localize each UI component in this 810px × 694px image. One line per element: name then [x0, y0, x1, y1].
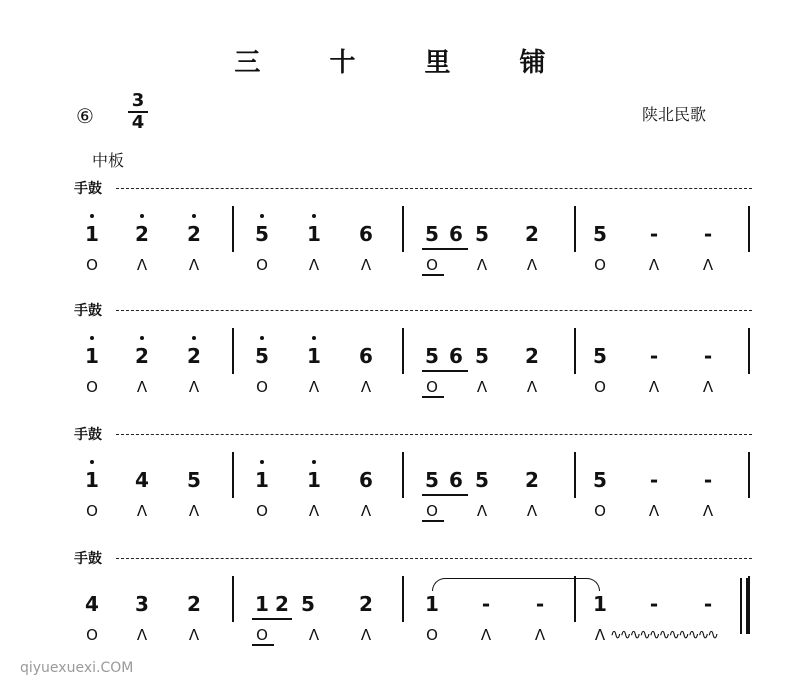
stroke-symbol: Λ	[526, 256, 538, 274]
row-label: 手鼓	[74, 427, 102, 443]
dashed-line	[116, 310, 752, 311]
note: 1	[593, 592, 607, 616]
note: 1	[425, 592, 439, 616]
stroke-symbol: O	[426, 378, 438, 396]
note: 5	[425, 468, 439, 492]
row-label: 手鼓	[74, 551, 102, 567]
time-top: 3	[131, 90, 145, 111]
note: 1	[85, 344, 99, 368]
stroke-symbol: Λ	[534, 626, 546, 644]
stroke-symbol: Λ	[188, 626, 200, 644]
octave-dot	[260, 336, 264, 340]
note: 2	[525, 344, 539, 368]
bar-line	[574, 328, 576, 374]
note: 5	[475, 344, 489, 368]
stroke-symbol: Λ	[308, 378, 320, 396]
stroke-symbol: Λ	[526, 502, 538, 520]
bar-line	[232, 452, 234, 498]
note: -	[649, 344, 659, 368]
time-signature	[128, 92, 148, 132]
watermark: qiyuexuexi.COM	[20, 660, 134, 676]
note: 5	[255, 222, 269, 246]
note: 6	[449, 468, 463, 492]
octave-dot	[192, 336, 196, 340]
stroke-symbol: O	[256, 502, 268, 520]
note: 4	[85, 592, 99, 616]
stroke-symbol: Λ	[360, 502, 372, 520]
stroke-symbol: Λ	[360, 256, 372, 274]
bar-line	[402, 452, 404, 498]
note: 1	[255, 468, 269, 492]
symbol-beam	[422, 274, 444, 276]
dashed-line	[116, 434, 752, 435]
stroke-symbol: O	[594, 256, 606, 274]
stroke-symbol: Λ	[476, 256, 488, 274]
bar-line	[232, 328, 234, 374]
stroke-symbol: Λ	[648, 378, 660, 396]
note: 1	[307, 222, 321, 246]
stroke-symbol: Λ	[136, 626, 148, 644]
note: -	[649, 222, 659, 246]
note: 2	[135, 344, 149, 368]
stroke-symbol: O	[86, 256, 98, 274]
origin-label: 陕北民歌	[642, 105, 707, 124]
octave-dot	[90, 214, 94, 218]
note: 5	[187, 468, 201, 492]
stroke-symbol: O	[426, 626, 438, 644]
stroke-symbol: Λ	[188, 502, 200, 520]
note: 1	[85, 468, 99, 492]
bar-line	[402, 206, 404, 252]
stroke-symbol: O	[86, 378, 98, 396]
symbol-beam	[422, 396, 444, 398]
stroke-symbol: Λ	[476, 502, 488, 520]
note: 5	[425, 222, 439, 246]
note: 6	[359, 222, 373, 246]
note: 2	[135, 222, 149, 246]
note: 2	[275, 592, 289, 616]
time-bottom: 4	[131, 112, 145, 133]
note: 2	[525, 222, 539, 246]
stroke-symbol: O	[594, 378, 606, 396]
beam	[422, 494, 468, 496]
note: 4	[135, 468, 149, 492]
octave-dot	[312, 460, 316, 464]
note: 6	[359, 344, 373, 368]
note: 5	[593, 468, 607, 492]
stroke-symbol: Λ	[188, 256, 200, 274]
stroke-symbol: O	[426, 256, 438, 274]
note: 3	[135, 592, 149, 616]
note: -	[703, 344, 713, 368]
stroke-symbol: Λ	[648, 256, 660, 274]
octave-dot	[90, 336, 94, 340]
beam	[422, 370, 468, 372]
note: 2	[525, 468, 539, 492]
note: -	[703, 592, 713, 616]
dashed-line	[116, 558, 752, 559]
row-label: 手鼓	[74, 303, 102, 319]
note: 5	[593, 344, 607, 368]
note: -	[481, 592, 491, 616]
note: -	[649, 468, 659, 492]
octave-dot	[90, 460, 94, 464]
note: 5	[301, 592, 315, 616]
note: 1	[255, 592, 269, 616]
stroke-symbol: Λ	[308, 626, 320, 644]
stroke-symbol: Λ	[308, 256, 320, 274]
stroke-symbol: Λ	[594, 626, 606, 644]
octave-dot	[140, 336, 144, 340]
note: 6	[359, 468, 373, 492]
dashed-line	[116, 188, 752, 189]
stroke-symbol: Λ	[360, 378, 372, 396]
final-bar-thick	[746, 578, 750, 634]
note: -	[649, 592, 659, 616]
bar-line	[574, 206, 576, 252]
note: 2	[359, 592, 373, 616]
bar-line	[574, 452, 576, 498]
stroke-symbol: Λ	[136, 502, 148, 520]
octave-dot	[312, 214, 316, 218]
note: 6	[449, 222, 463, 246]
stroke-symbol: Λ	[308, 502, 320, 520]
bar-line	[402, 576, 404, 622]
row-label: 手鼓	[74, 181, 102, 197]
stroke-symbol: Λ	[136, 256, 148, 274]
final-bar	[740, 578, 742, 634]
bar-line	[232, 576, 234, 622]
bar-line	[402, 328, 404, 374]
octave-dot	[260, 460, 264, 464]
stroke-symbol: O	[256, 378, 268, 396]
note: 1	[85, 222, 99, 246]
note: -	[703, 222, 713, 246]
bar-line	[748, 206, 750, 252]
stroke-symbol: O	[86, 626, 98, 644]
stroke-symbol: Λ	[480, 626, 492, 644]
note: -	[535, 592, 545, 616]
octave-dot	[192, 214, 196, 218]
stroke-symbol: Λ	[476, 378, 488, 396]
note: 1	[307, 468, 321, 492]
stroke-symbol: Λ	[360, 626, 372, 644]
song-number: ⑥	[76, 104, 94, 128]
octave-dot	[260, 214, 264, 218]
stroke-symbol: Λ	[188, 378, 200, 396]
tremolo-line: ∿∿∿∿∿∿∿∿∿∿∿	[610, 627, 718, 643]
octave-dot	[140, 214, 144, 218]
note: 2	[187, 222, 201, 246]
stroke-symbol: Λ	[702, 256, 714, 274]
stroke-symbol: Λ	[526, 378, 538, 396]
note: -	[703, 468, 713, 492]
beam	[252, 618, 292, 620]
stroke-symbol: Λ	[136, 378, 148, 396]
note: 5	[255, 344, 269, 368]
symbol-beam	[422, 520, 444, 522]
bar-line	[232, 206, 234, 252]
note: 5	[475, 222, 489, 246]
note: 5	[593, 222, 607, 246]
stroke-symbol: Λ	[702, 502, 714, 520]
stroke-symbol: O	[256, 626, 268, 644]
note: 2	[187, 344, 201, 368]
note: 2	[187, 592, 201, 616]
octave-dot	[312, 336, 316, 340]
tempo-label: 中板	[92, 151, 125, 170]
note: 5	[475, 468, 489, 492]
note: 5	[425, 344, 439, 368]
stroke-symbol: O	[594, 502, 606, 520]
stroke-symbol: Λ	[648, 502, 660, 520]
bar-line	[748, 328, 750, 374]
stroke-symbol: Λ	[702, 378, 714, 396]
stroke-symbol: O	[86, 502, 98, 520]
stroke-symbol: O	[426, 502, 438, 520]
stroke-symbol: O	[256, 256, 268, 274]
page-title: 三 十 里 铺	[234, 48, 576, 78]
note: 1	[307, 344, 321, 368]
note: 6	[449, 344, 463, 368]
bar-line	[748, 452, 750, 498]
symbol-beam	[252, 644, 274, 646]
tie	[432, 578, 600, 591]
beam	[422, 248, 468, 250]
